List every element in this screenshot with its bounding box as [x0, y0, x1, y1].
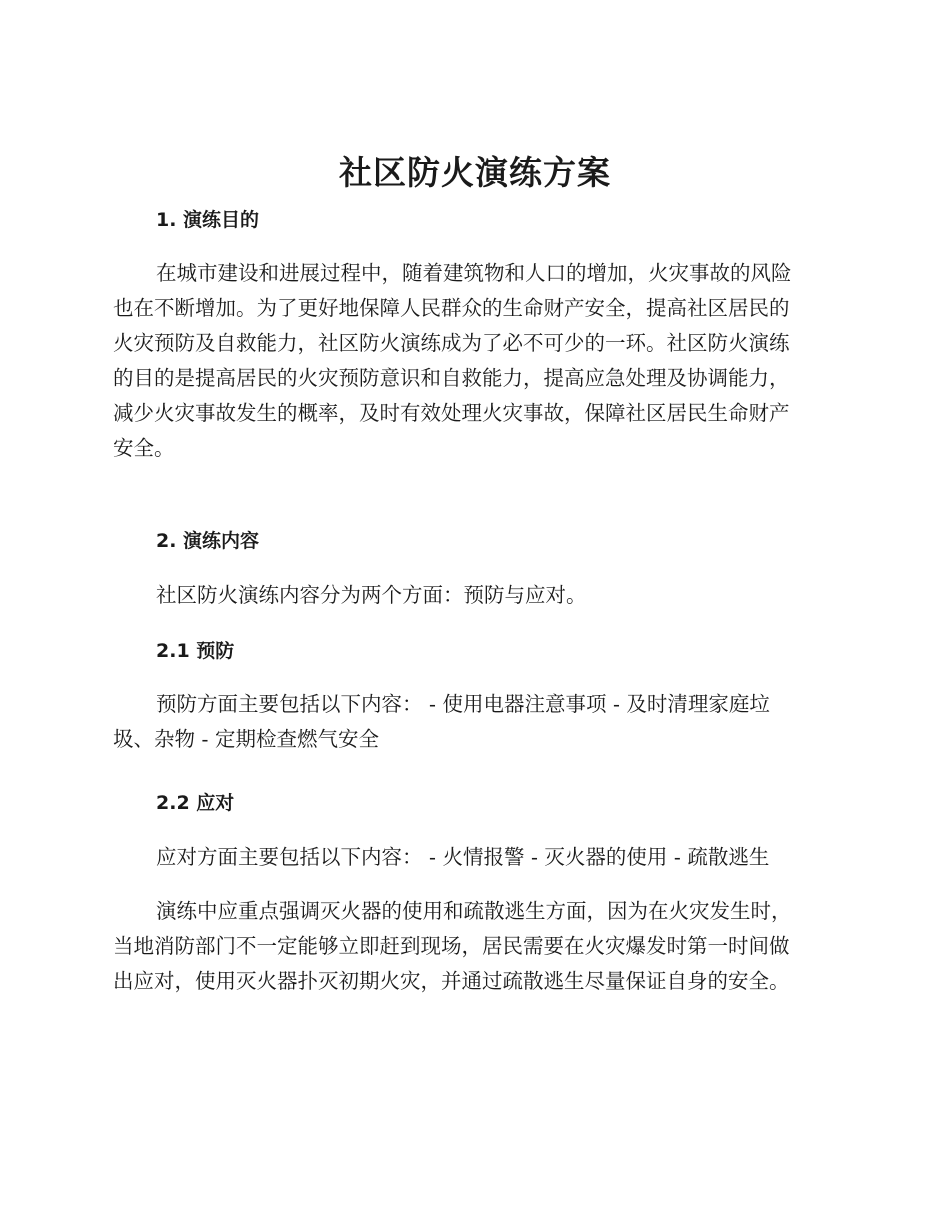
- text-line: 在城市建设和进展过程中，随着建筑物和人口的增加，火灾事故的风险: [156, 261, 792, 285]
- section-heading-purpose: 1. 演练目的: [156, 209, 260, 231]
- text-line: 演练中应重点强调灭火器的使用和疏散逃生方面，因为在火灾发生时，: [156, 899, 792, 923]
- paragraph-prevention: [113, 687, 833, 757]
- text-line: 圾、杂物 - 定期检查燃气安全: [113, 727, 379, 751]
- section-heading-response: 2.2 应对: [156, 792, 235, 814]
- paragraph-response: [113, 840, 833, 875]
- section-heading-prevention: 2.1 预防: [156, 640, 235, 662]
- section-heading-content: 2. 演练内容: [156, 530, 260, 552]
- text-line: 安全。: [113, 436, 175, 460]
- text-line: 也在不断增加。为了更好地保障人民群众的生命财产安全，提高社区居民的: [113, 296, 790, 320]
- paragraph-purpose: [113, 256, 833, 466]
- text-line: 的目的是提高居民的火灾预防意识和自救能力，提高应急处理及协调能力，: [113, 366, 790, 390]
- paragraph-emphasis: [113, 894, 833, 999]
- text-line: 应对方面主要包括以下内容： - 火情报警 - 灭火器的使用 - 疏散逃生: [156, 845, 770, 869]
- text-line: 火灾预防及自救能力，社区防火演练成为了必不可少的一环。社区防火演练: [113, 331, 790, 355]
- text-line: 出应对，使用灭火器扑灭初期火灾，并通过疏散逃生尽量保证自身的安全。: [113, 969, 790, 993]
- paragraph-content: [113, 578, 833, 613]
- text-line: 当地消防部门不一定能够立即赶到现场，居民需要在火灾爆发时第一时间做: [113, 934, 790, 958]
- text-line: 预防方面主要包括以下内容： - 使用电器注意事项 - 及时清理家庭垃: [156, 692, 770, 716]
- text-line: 减少火灾事故发生的概率，及时有效处理火灾事故，保障社区居民生命财产: [113, 401, 790, 425]
- document-title: 社区防火演练方案: [339, 153, 611, 192]
- text-line: 社区防火演练内容分为两个方面：预防与应对。: [156, 583, 587, 607]
